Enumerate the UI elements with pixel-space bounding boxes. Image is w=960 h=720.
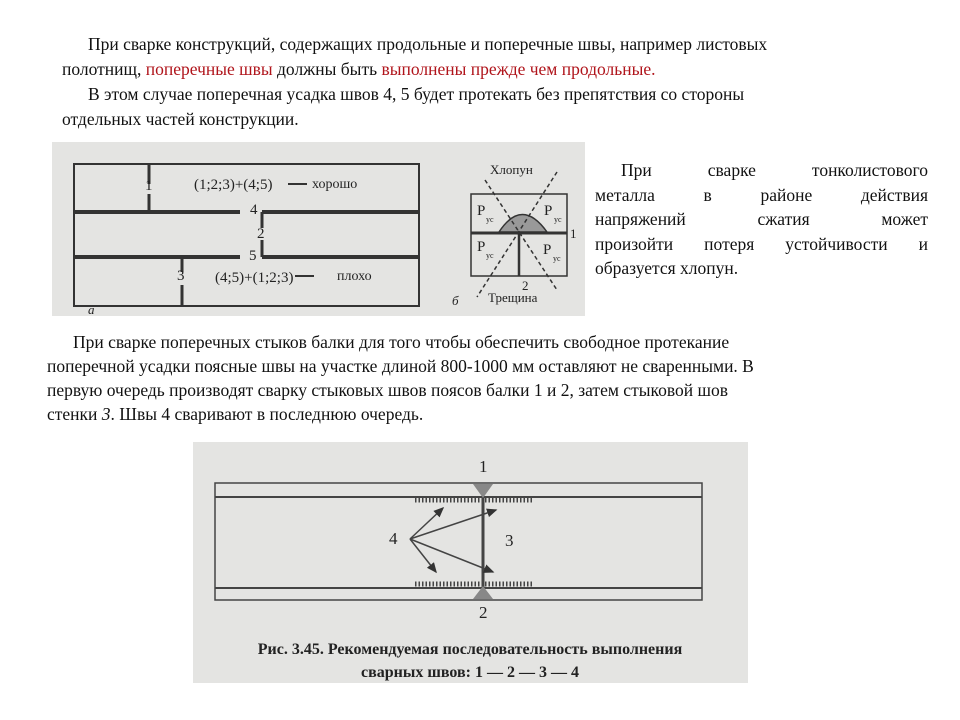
para3-line [47,402,933,426]
text: полотнищ, [62,59,146,79]
seam-3-label: 3 [177,268,185,284]
force-sub: ус [486,251,494,260]
text: стенки [47,404,102,424]
para2-line: металла в районе действия [595,184,928,205]
para1-line4: отдельных частей конструкции. [62,109,299,129]
b-num-2: 2 [522,278,529,293]
force-label: P [477,203,486,219]
num-4: 4 [389,529,398,548]
seam-4-label: 4 [250,202,258,218]
force-label: P [544,203,553,219]
seam-1-label: 1 [145,178,153,194]
paragraph-2 [595,158,928,281]
b-title: Хлопун [490,162,533,177]
force-label: P [543,242,552,258]
para3-line: поперечной усадки поясные швы на участке длиной 800-1000 мм оставляют не сваренными. В [47,356,754,376]
highlight-transverse: поперечные швы [145,59,273,79]
para2-line: напряжений сжатия может [595,209,928,229]
para1-line3: В этом случае поперечная усадка швов 4, 5 будет протекать без препятствия со стороны [88,84,745,104]
label-a: а [88,302,95,316]
figure-seams-diagram [52,142,585,316]
para3-line: При сварке поперечных стыков балки для того чтобы обеспечить свободное протекание [73,332,730,352]
bad-formula: (4;5)+(1;2;3) [215,270,294,286]
text: 3 [101,404,111,424]
caption-line2: сварных швов: 1 — 2 — 3 — 4 [361,664,579,681]
num-3: 3 [505,531,514,550]
force-sub: ус [554,215,562,224]
label-b: б [452,293,459,308]
bad-label: плохо [337,269,372,284]
crack-label: Трещина [488,290,538,305]
num-2: 2 [479,603,488,622]
paragraph-3 [47,330,933,426]
good-label: хорошо [312,177,358,192]
force-sub: ус [486,215,494,224]
text: должны быть [272,59,382,79]
seam-5-label: 5 [249,248,257,264]
paragraph-1 [62,32,932,132]
seams-diagram-svg [52,142,585,316]
para1-line1: При сварке конструкций, содержащих продольные и поперечные швы, например листовых [88,34,768,54]
para2-line: произойти потеря устойчивости и [595,233,928,254]
para3-line: первую очередь производят сварку стыковых швов поясов балки 1 и 2, затем стыковой шов [47,380,728,400]
num-1: 1 [479,457,488,476]
caption-line1: Рис. 3.45. Рекомендуемая последовательность выполнения [257,641,683,658]
force-sub: ус [553,254,561,263]
text: . Швы 4 сваривают в последнюю очередь. [110,404,424,424]
b-num-1: 1 [570,226,577,241]
para2-line: образуется хлопун. [595,258,739,278]
highlight-order: выполнены прежде чем продольные. [381,59,656,79]
beam-joint-svg [193,442,748,683]
para2-line: При сварке тонколистового [621,160,928,180]
seam-2-label: 2 [257,226,265,242]
force-label: P [477,239,486,255]
figure-beam-joint [193,442,748,683]
para1-line2 [62,57,932,82]
good-formula: (1;2;3)+(4;5) [194,177,273,193]
